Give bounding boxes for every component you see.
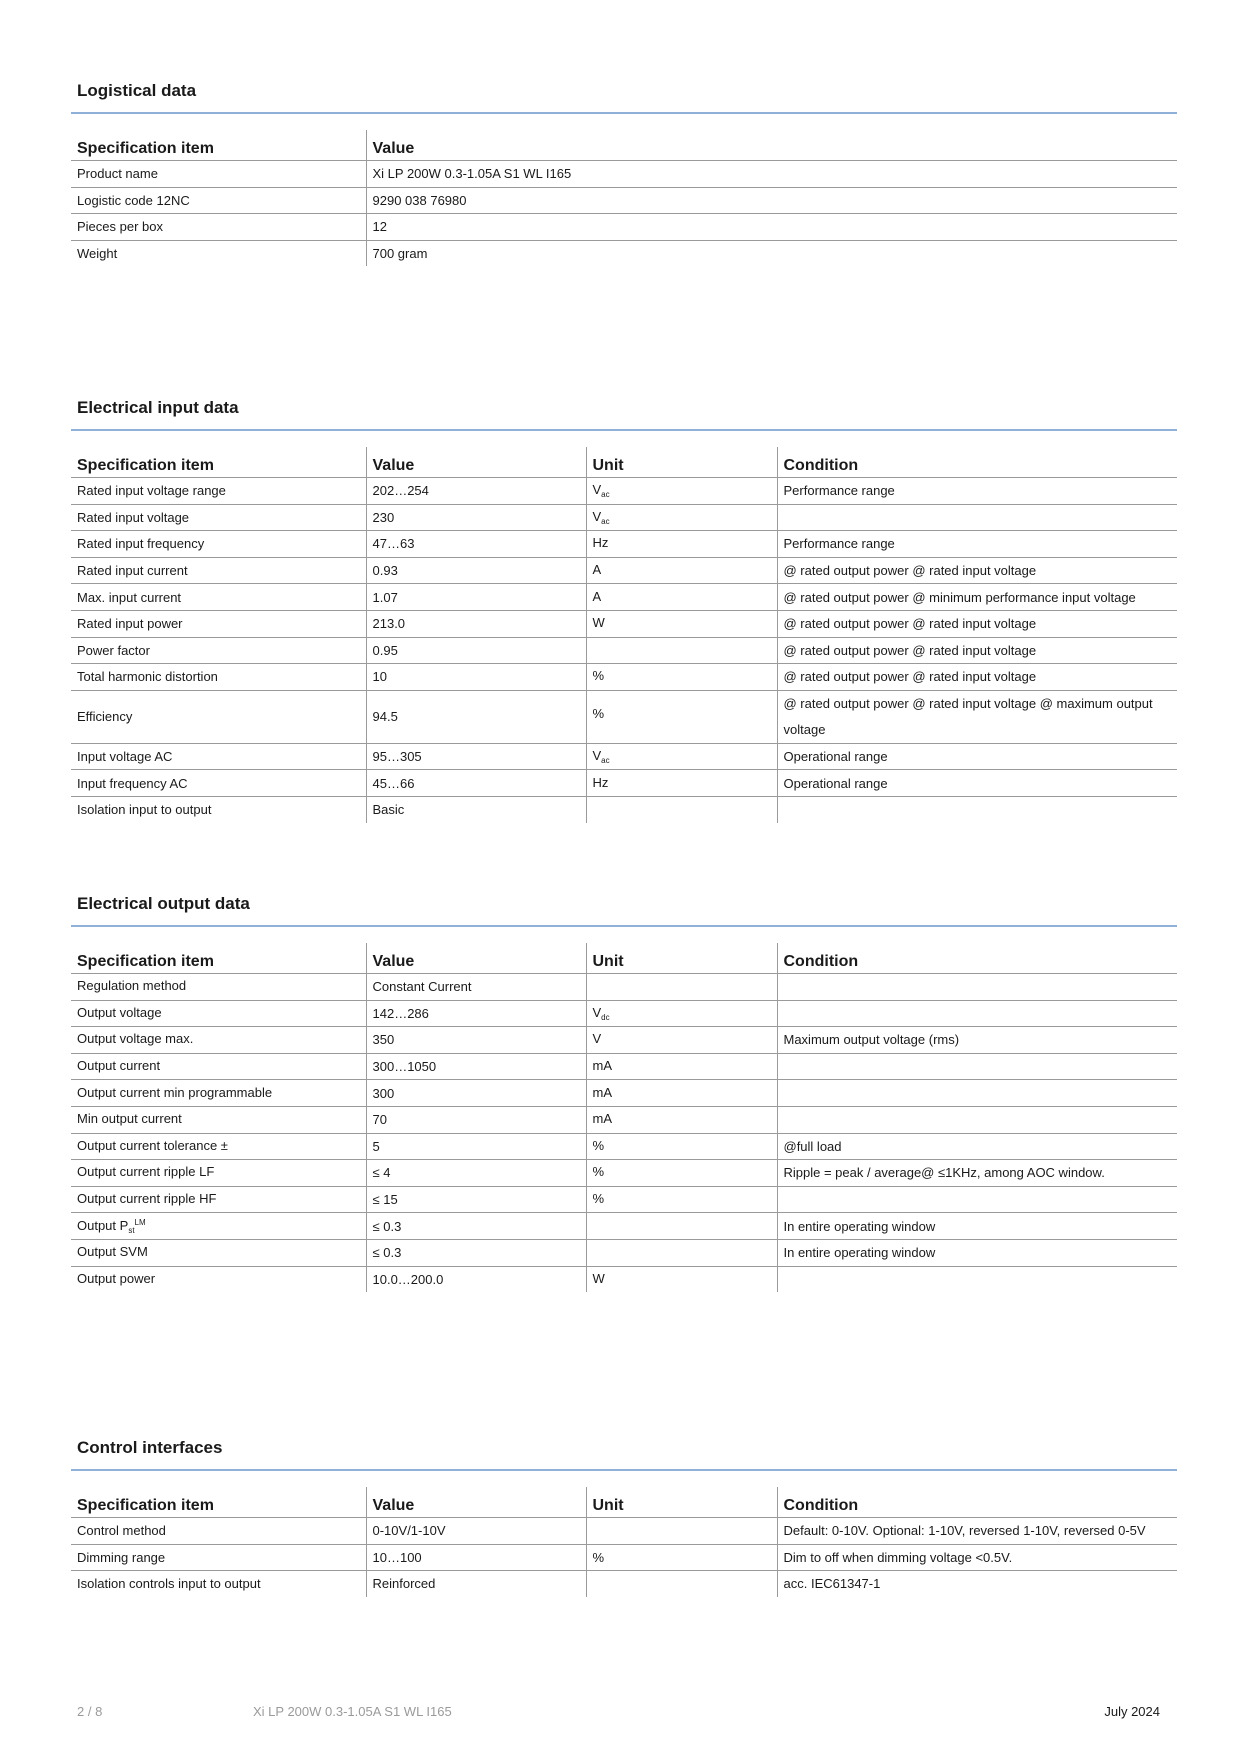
- spec-condition: In entire operating window: [777, 1213, 1177, 1240]
- table-row: [71, 240, 1177, 266]
- table-header-row: [71, 130, 1177, 161]
- spec-value: ≤ 4: [366, 1160, 586, 1187]
- spec-condition: [777, 1000, 1177, 1027]
- spec-item: Output current tolerance ±: [71, 1133, 366, 1160]
- table-row: [71, 1571, 1177, 1597]
- spec-unit: %: [586, 1544, 777, 1571]
- spec-unit: %: [586, 690, 777, 743]
- spec-item: Product name: [71, 161, 366, 188]
- column-header: Value: [366, 130, 1177, 161]
- spec-item: Rated input frequency: [71, 531, 366, 558]
- spec-value: 45…66: [366, 770, 586, 797]
- table-row: [71, 743, 1177, 770]
- table-row: [71, 478, 1177, 505]
- spec-condition: Maximum output voltage (rms): [777, 1027, 1177, 1054]
- spec-value: Basic: [366, 796, 586, 822]
- spec-condition: acc. IEC61347-1: [777, 1571, 1177, 1597]
- column-header: Value: [366, 447, 586, 478]
- spec-unit: W: [586, 1266, 777, 1292]
- column-header: Condition: [777, 447, 1177, 478]
- spec-value: 230: [366, 504, 586, 531]
- spec-condition: Ripple = peak / average@ ≤1KHz, among AOC window.: [777, 1160, 1177, 1187]
- column-header: Unit: [586, 1487, 777, 1518]
- table-row: [71, 796, 1177, 822]
- column-header: Value: [366, 943, 586, 974]
- table-row: [71, 1106, 1177, 1133]
- spec-unit: W: [586, 610, 777, 637]
- table-header-row: [71, 447, 1177, 478]
- section-title: Control interfaces: [71, 1435, 1177, 1471]
- table-row: [71, 770, 1177, 797]
- spec-value: Xi LP 200W 0.3-1.05A S1 WL I165: [366, 161, 1177, 188]
- spec-unit: V: [586, 1027, 777, 1054]
- spec-condition: [777, 1080, 1177, 1107]
- spec-value: 12: [366, 214, 1177, 241]
- column-header: Condition: [777, 943, 1177, 974]
- spec-unit: [586, 1213, 777, 1240]
- table-row: [71, 1133, 1177, 1160]
- spec-value: ≤ 0.3: [366, 1239, 586, 1266]
- spec-item: Output power: [77, 1270, 156, 1286]
- section-title: Logistical data: [71, 78, 1177, 114]
- spec-value: ≤ 15: [366, 1186, 586, 1213]
- spec-value: 0-10V/1-10V: [366, 1518, 586, 1545]
- table-row: [71, 214, 1177, 241]
- spec-value: 70: [366, 1106, 586, 1133]
- spec-condition: Dim to off when dimming voltage <0.5V.: [777, 1544, 1177, 1571]
- spec-item: Pieces per box: [71, 214, 366, 241]
- spec-item: Output current ripple HF: [71, 1186, 366, 1213]
- spec-item: Dimming range: [71, 1544, 366, 1571]
- spec-item: Output current ripple LF: [71, 1160, 366, 1187]
- spec-condition: @ rated output power @ rated input voltage: [777, 637, 1177, 664]
- column-header: Condition: [777, 1487, 1177, 1518]
- spec-unit: %: [586, 1133, 777, 1160]
- spec-unit: mA: [586, 1053, 777, 1080]
- spec-item: Control method: [71, 1518, 366, 1545]
- section-title: Electrical output data: [71, 891, 1177, 927]
- control-interfaces-table: [71, 1487, 1177, 1597]
- spec-item: Output current: [71, 1053, 366, 1080]
- footer-date: July 2024: [1104, 1704, 1160, 1719]
- spec-value: 0.95: [366, 637, 586, 664]
- spec-value: 10: [366, 664, 586, 691]
- footer-product-name: Xi LP 200W 0.3-1.05A S1 WL I165: [253, 1704, 452, 1719]
- page-footer: [0, 1704, 1240, 1724]
- page-number: 2 / 8: [77, 1704, 103, 1719]
- spec-value: 94.5: [366, 690, 586, 743]
- spec-unit: A: [586, 557, 777, 584]
- spec-item: Rated input current: [71, 557, 366, 584]
- table-row: [71, 1266, 1177, 1292]
- table-row: [71, 557, 1177, 584]
- table-row: [71, 584, 1177, 611]
- spec-value: 0.93: [366, 557, 586, 584]
- table-row: [71, 1080, 1177, 1107]
- spec-condition: [777, 1266, 1177, 1292]
- control-interfaces-section: [71, 1435, 1177, 1597]
- spec-unit: $V_{ac}$: [586, 504, 777, 531]
- spec-value: 1.07: [366, 584, 586, 611]
- spec-unit: Hz: [586, 531, 777, 558]
- table-header-row: [71, 943, 1177, 974]
- table-row: [71, 610, 1177, 637]
- spec-item: Output $P_{st}^{LM}$: [71, 1213, 366, 1240]
- spec-item: Output current min programmable: [71, 1080, 366, 1107]
- electrical-output-section: [71, 891, 1177, 1292]
- spec-unit: [586, 1571, 777, 1597]
- spec-unit: Hz: [586, 770, 777, 797]
- spec-value: 300…1050: [366, 1053, 586, 1080]
- spec-condition: @full load: [777, 1133, 1177, 1160]
- electrical-input-table: [71, 447, 1177, 823]
- spec-condition: Default: 0-10V. Optional: 1-10V, reversed 1-10V, reversed 0-5V: [777, 1518, 1177, 1545]
- spec-item: Rated input power: [71, 610, 366, 637]
- spec-value: 9290 038 76980: [366, 187, 1177, 214]
- spec-item: Output SVM: [71, 1239, 366, 1266]
- column-header: Specification item: [71, 130, 366, 161]
- table-row: [71, 1518, 1177, 1545]
- spec-value: 213.0: [366, 610, 586, 637]
- table-header-row: [71, 1487, 1177, 1518]
- spec-value: 142…286: [366, 1000, 586, 1027]
- spec-value: 5: [366, 1133, 586, 1160]
- spec-unit: [586, 1518, 777, 1545]
- spec-unit: [586, 637, 777, 664]
- table-row: [71, 690, 1177, 743]
- spec-value: Constant Current: [366, 974, 586, 1001]
- spec-item: Input voltage AC: [71, 743, 366, 770]
- spec-unit: $V_{ac}$: [586, 743, 777, 770]
- table-row: [71, 504, 1177, 531]
- spec-unit: mA: [586, 1080, 777, 1107]
- spec-value: 10.0…200.0: [366, 1266, 586, 1292]
- spec-value: 350: [366, 1027, 586, 1054]
- spec-item: Rated input voltage: [71, 504, 366, 531]
- column-header: Unit: [586, 943, 777, 974]
- logistical-section: [71, 78, 1177, 266]
- spec-condition: Operational range: [777, 743, 1177, 770]
- spec-item: Logistic code 12NC: [71, 187, 366, 214]
- table-row: [71, 637, 1177, 664]
- spec-condition: Performance range: [777, 531, 1177, 558]
- spec-item: Isolation input to output: [77, 802, 212, 818]
- spec-item: Power factor: [71, 637, 366, 664]
- spec-condition: @ rated output power @ rated input voltage: [777, 610, 1177, 637]
- table-row: [71, 1000, 1177, 1027]
- spec-item: Isolation controls input to output: [77, 1576, 261, 1592]
- spec-item: Efficiency: [71, 690, 366, 743]
- spec-item: Rated input voltage range: [71, 478, 366, 505]
- spec-value: 700 gram: [366, 240, 1177, 266]
- spec-value: 10…100: [366, 1544, 586, 1571]
- electrical-input-section: [71, 395, 1177, 823]
- spec-condition: [777, 1053, 1177, 1080]
- spec-item: Regulation method: [71, 974, 366, 1001]
- spec-unit: %: [586, 1186, 777, 1213]
- spec-unit: A: [586, 584, 777, 611]
- column-header: Specification item: [71, 447, 366, 478]
- table-row: [71, 664, 1177, 691]
- spec-item: Max. input current: [71, 584, 366, 611]
- spec-value: 202…254: [366, 478, 586, 505]
- spec-condition: Operational range: [777, 770, 1177, 797]
- spec-condition: [777, 1106, 1177, 1133]
- spec-unit: [586, 1239, 777, 1266]
- spec-condition: @ rated output power @ rated input voltage: [777, 557, 1177, 584]
- table-row: [71, 1027, 1177, 1054]
- spec-item: Output voltage: [71, 1000, 366, 1027]
- spec-condition: [777, 1186, 1177, 1213]
- table-row: [71, 1186, 1177, 1213]
- spec-item: Min output current: [71, 1106, 366, 1133]
- column-header: Specification item: [71, 943, 366, 974]
- spec-condition: @ rated output power @ rated input voltage: [777, 664, 1177, 691]
- table-row: [71, 1160, 1177, 1187]
- spec-condition: [777, 796, 1177, 822]
- table-row: [71, 1053, 1177, 1080]
- spec-item: Output voltage max.: [71, 1027, 366, 1054]
- spec-unit: [586, 974, 777, 1001]
- spec-condition: [777, 504, 1177, 531]
- spec-value: 47…63: [366, 531, 586, 558]
- spec-condition: Performance range: [777, 478, 1177, 505]
- table-row: [71, 1239, 1177, 1266]
- spec-condition: In entire operating window: [777, 1239, 1177, 1266]
- spec-unit: %: [586, 1160, 777, 1187]
- spec-unit: %: [586, 664, 777, 691]
- electrical-output-table: [71, 943, 1177, 1292]
- spec-item: Input frequency AC: [71, 770, 366, 797]
- spec-condition: @ rated output power @ minimum performance input voltage: [777, 584, 1177, 611]
- spec-unit: $V_{dc}$: [586, 1000, 777, 1027]
- table-row: [71, 531, 1177, 558]
- spec-value: Reinforced: [366, 1571, 586, 1597]
- table-row: [71, 161, 1177, 188]
- spec-value: 300: [366, 1080, 586, 1107]
- column-header: Value: [366, 1487, 586, 1518]
- spec-condition: @ rated output power @ rated input voltage @ maximum output voltage: [777, 690, 1177, 743]
- table-row: [71, 974, 1177, 1001]
- spec-value: 95…305: [366, 743, 586, 770]
- spec-condition: [777, 974, 1177, 1001]
- table-row: [71, 1544, 1177, 1571]
- section-title: Electrical input data: [71, 395, 1177, 431]
- spec-item: Weight: [77, 246, 118, 262]
- column-header: Unit: [586, 447, 777, 478]
- logistical-table: [71, 130, 1177, 266]
- spec-unit: mA: [586, 1106, 777, 1133]
- table-row: [71, 1213, 1177, 1240]
- spec-unit: $V_{ac}$: [586, 478, 777, 505]
- table-row: [71, 187, 1177, 214]
- spec-value: ≤ 0.3: [366, 1213, 586, 1240]
- column-header: Specification item: [71, 1487, 366, 1518]
- spec-unit: [586, 796, 777, 822]
- spec-item: Total harmonic distortion: [71, 664, 366, 691]
